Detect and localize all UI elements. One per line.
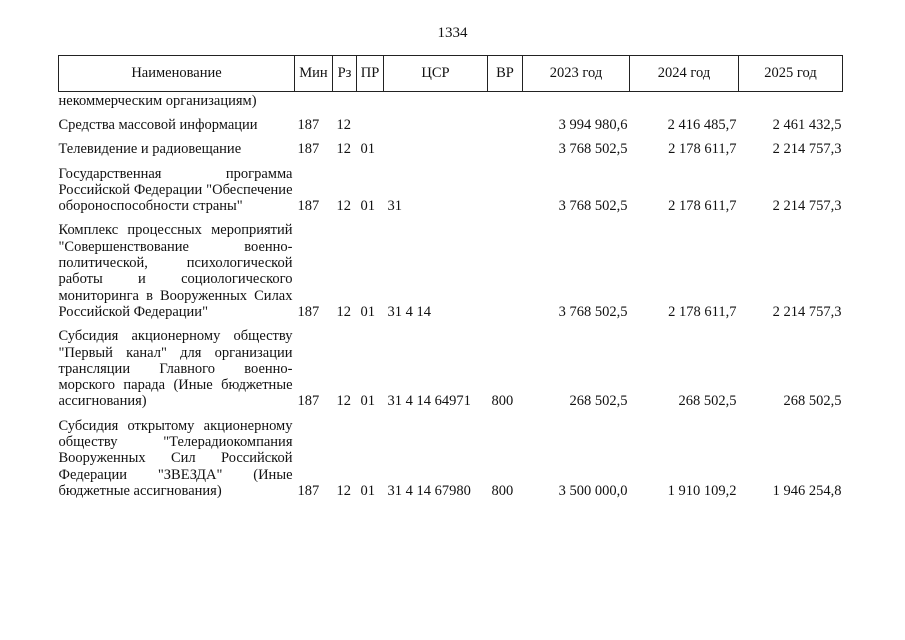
header-rz: Рз [333,56,357,92]
row-csr [384,141,488,157]
row-2025: 1 946 254,8 [772,482,842,499]
table-row [59,166,843,215]
row-pr: 01 [360,393,375,410]
row-vr [488,222,523,320]
continuation-text: некоммерческим организациям) [58,92,257,109]
row-2023: 3 768 502,5 [558,303,628,320]
budget-table [58,55,843,499]
row-rz: 12 [336,482,351,499]
row-pr: 01 [360,198,375,215]
row-2023: 3 768 502,5 [558,141,628,158]
row-rz: 12 [336,393,351,410]
header-min: Мин [295,56,333,92]
row-2023: 3 768 502,5 [558,198,628,215]
row-2024: 2 416 485,7 [667,117,737,133]
row-2025: 2 214 757,3 [772,198,842,215]
continuation-row [59,92,843,110]
row-2023: 3 500 000,0 [558,482,628,499]
page-number: 1334 [437,25,468,41]
row-2024: 2 178 611,7 [668,303,737,320]
table-row [59,222,843,320]
row-pr: 01 [360,141,375,158]
row-vr: 800 [491,393,514,410]
header-vr: ВР [488,56,523,92]
header-2023: 2023 год [523,56,630,92]
header-2025: 2025 год [739,56,843,92]
row-csr: 31 4 14 67980 [387,482,471,499]
table-row [59,328,843,409]
row-2025: 2 214 757,3 [772,303,842,320]
row-name: Комплекс процессных мероприятий "Совершенствование военно-политической, психологической работы и социологического мониторинга в Вооруженных Силах Российской Федерации" [58,222,293,320]
row-pr [357,117,384,133]
row-2024: 2 178 611,7 [668,198,737,215]
row-pr: 01 [360,482,375,499]
table-row [59,418,843,499]
row-rz: 12 [336,198,351,215]
row-2024: 1 910 109,2 [667,482,737,499]
table-row [59,117,843,133]
row-vr: 800 [491,482,514,499]
row-name: Телевидение и радиовещание [58,141,242,158]
row-rz: 12 [336,303,351,320]
row-min: 187 [297,117,320,133]
row-csr: 31 [387,198,402,215]
table-row [59,141,843,157]
header-2024: 2024 год [630,56,739,92]
row-2025: 2 214 757,3 [772,141,842,158]
row-min: 187 [297,141,320,158]
header-pr: ПР [357,56,384,92]
row-vr [488,166,523,215]
row-pr: 01 [360,303,375,320]
row-name: Субсидия открытому акционерному обществу "Телерадиокомпания Вооруженных Сил Российской Федерации "ЗВЕЗДА" (Иные бюджетные ассигнования) [58,417,293,499]
row-rz: 12 [336,117,351,133]
row-2024: 2 178 611,7 [668,141,737,158]
row-csr: 31 4 14 64971 [387,393,471,410]
row-min: 187 [297,393,320,410]
row-vr [488,141,523,157]
row-name: Государственная программа Российской Федерации "Обеспечение обороноспособности страны" [58,165,293,215]
row-name: Субсидия акционерному обществу "Первый канал" для организации трансляции Главного военно-морского парада (Иные бюджетные ассигнования) [58,328,293,410]
row-min: 187 [297,482,320,499]
row-2025: 268 502,5 [783,393,842,410]
row-csr: 31 4 14 [387,303,431,320]
row-rz: 12 [336,141,351,158]
row-2023: 3 994 980,6 [558,117,628,133]
header-csr: ЦСР [384,56,488,92]
row-csr [384,117,488,133]
row-2024: 268 502,5 [678,393,737,410]
row-2025: 2 461 432,5 [772,117,842,133]
row-min: 187 [297,303,320,320]
row-2023: 268 502,5 [569,393,628,410]
header-name: Наименование [59,56,295,92]
row-vr [488,117,523,133]
row-min: 187 [297,198,320,215]
row-name: Средства массовой информации [58,117,258,133]
table-body [59,92,843,500]
table-header [59,56,843,92]
